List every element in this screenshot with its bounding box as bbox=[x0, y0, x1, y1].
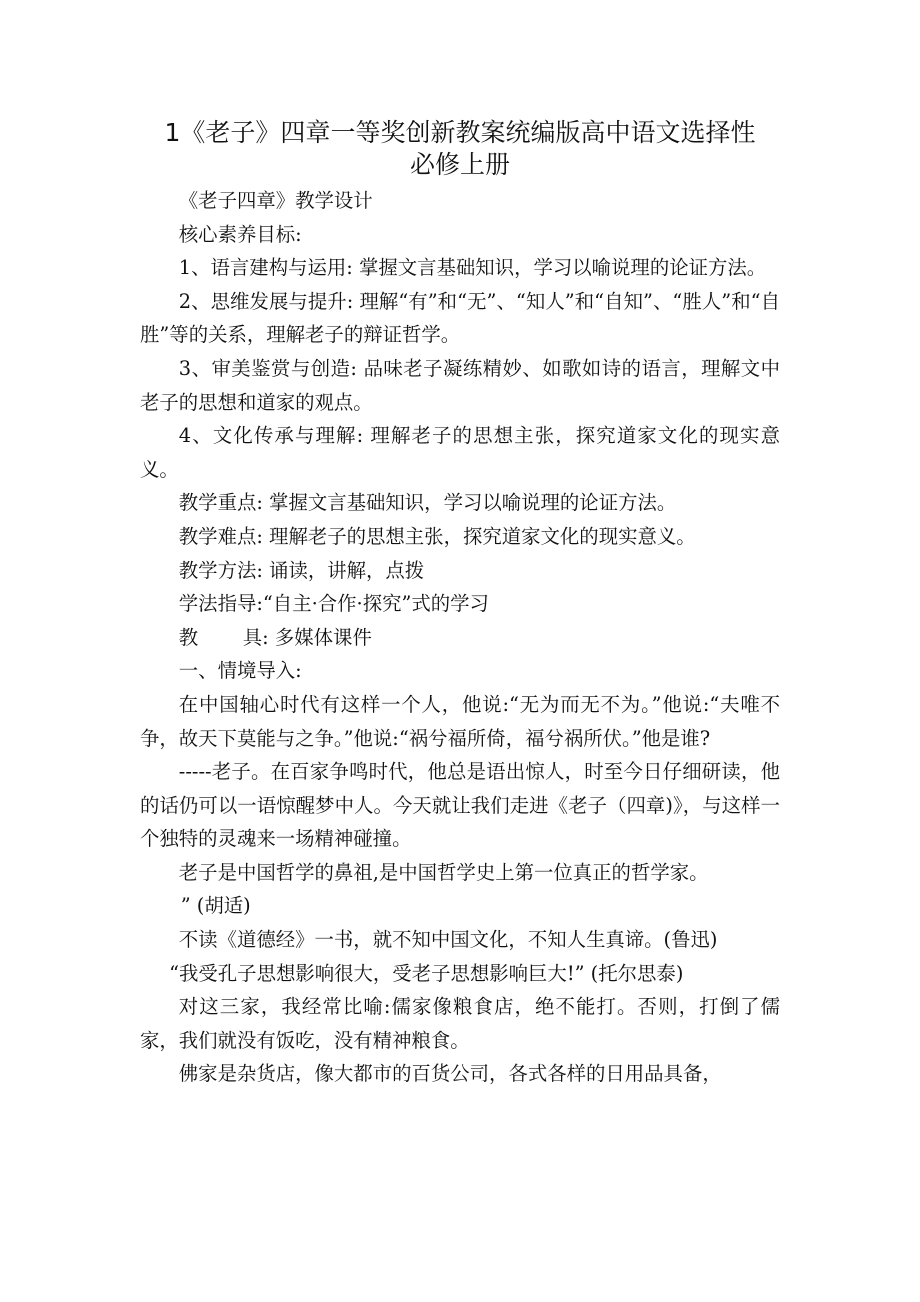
paragraph-learning-guidance: 学法指导:“自主·合作·探究”式的学习 bbox=[178, 592, 489, 616]
paragraph-buddhism: 佛家是杂货店，像大都市的百货公司，各式各样的日用品具备， bbox=[178, 1062, 722, 1086]
document-title-line-1: 1《老子》四章一等奖创新教案统编版高中语文选择性 bbox=[164, 118, 756, 147]
paragraph-three-schools: 对这三家，我经常比喻:儒家像粮食店，绝不能打。否则，打倒了儒家，我们就没有饭吃，没有精神粮食。 bbox=[140, 995, 780, 1052]
paragraph-intro-laozi: -----老子。在百家争鸣时代，他总是语出惊人，时至今日仔细研读，他的话仍可以一语惊醒梦中人。今天就让我们走进《老子（四章)》，与这样一个独特的灵魂来一场精神碰撞。 bbox=[140, 760, 780, 851]
paragraph-tolstoy-quote: “我受孔子思想影响很大，受老子思想影响巨大!” (托尔思泰) bbox=[169, 961, 684, 985]
paragraph-difficulties: 教学难点: 理解老子的思想主张，探究道家文化的现实意义。 bbox=[178, 524, 696, 548]
paragraph-luxun-quote: 不读《道德经》一书，就不知中国文化，不知人生真谛。(鲁迅) bbox=[178, 928, 718, 952]
paragraph-section-1-heading: 一、情境导入: bbox=[178, 659, 302, 683]
tools-label-right: 具: 多媒体课件 bbox=[242, 625, 372, 649]
paragraph-design-title: 《老子四章》教学设计 bbox=[178, 189, 373, 212]
paragraph-key-points: 教学重点: 掌握文言基础知识，学习以喻说理的论证方法。 bbox=[178, 491, 677, 515]
paragraph-intro-quotes: 在中国轴心时代有这样一个人，他说:“无为而无不为。”他说:“夫唯不争，故天下莫能与之争。”他说:“祸兮福所倚，福兮祸所伏。”他是谁? bbox=[140, 692, 780, 750]
paragraph-hushi-attribution: ” (胡适) bbox=[180, 894, 251, 918]
paragraph-goal-4: 4、文化传承与理解: 理解老子的思想主张，探究道家文化的现实意义。 bbox=[140, 424, 780, 481]
document-body bbox=[140, 184, 780, 1091]
tools-label-left: 教 bbox=[178, 625, 199, 649]
paragraph-teaching-methods: 教学方法: 诵读，讲解，点拨 bbox=[178, 558, 425, 582]
paragraph-core-goals-heading: 核心素养目标: bbox=[178, 222, 302, 246]
paragraph-goal-1: 1、语言建构与运用: 掌握文言基础知识，学习以喻说理的论证方法。 bbox=[178, 256, 767, 280]
paragraph-hushi-quote: 老子是中国哲学的鼻祖,是中国哲学史上第一位真正的哲学家。 bbox=[178, 860, 709, 884]
paragraph-goal-2: 2、思维发展与提升: 理解“有”和“无”、“知人”和“自知”、“胜人”和“自胜”等的关系，理解老子的辩证哲学。 bbox=[140, 289, 780, 347]
paragraph-goal-3: 3、审美鉴赏与创造: 品味老子凝练精妙、如歌如诗的语言，理解文中老子的思想和道家的观点。 bbox=[140, 356, 780, 414]
document-title-line-2: 必修上册 bbox=[409, 150, 510, 179]
paragraph-teaching-tools bbox=[140, 621, 780, 655]
